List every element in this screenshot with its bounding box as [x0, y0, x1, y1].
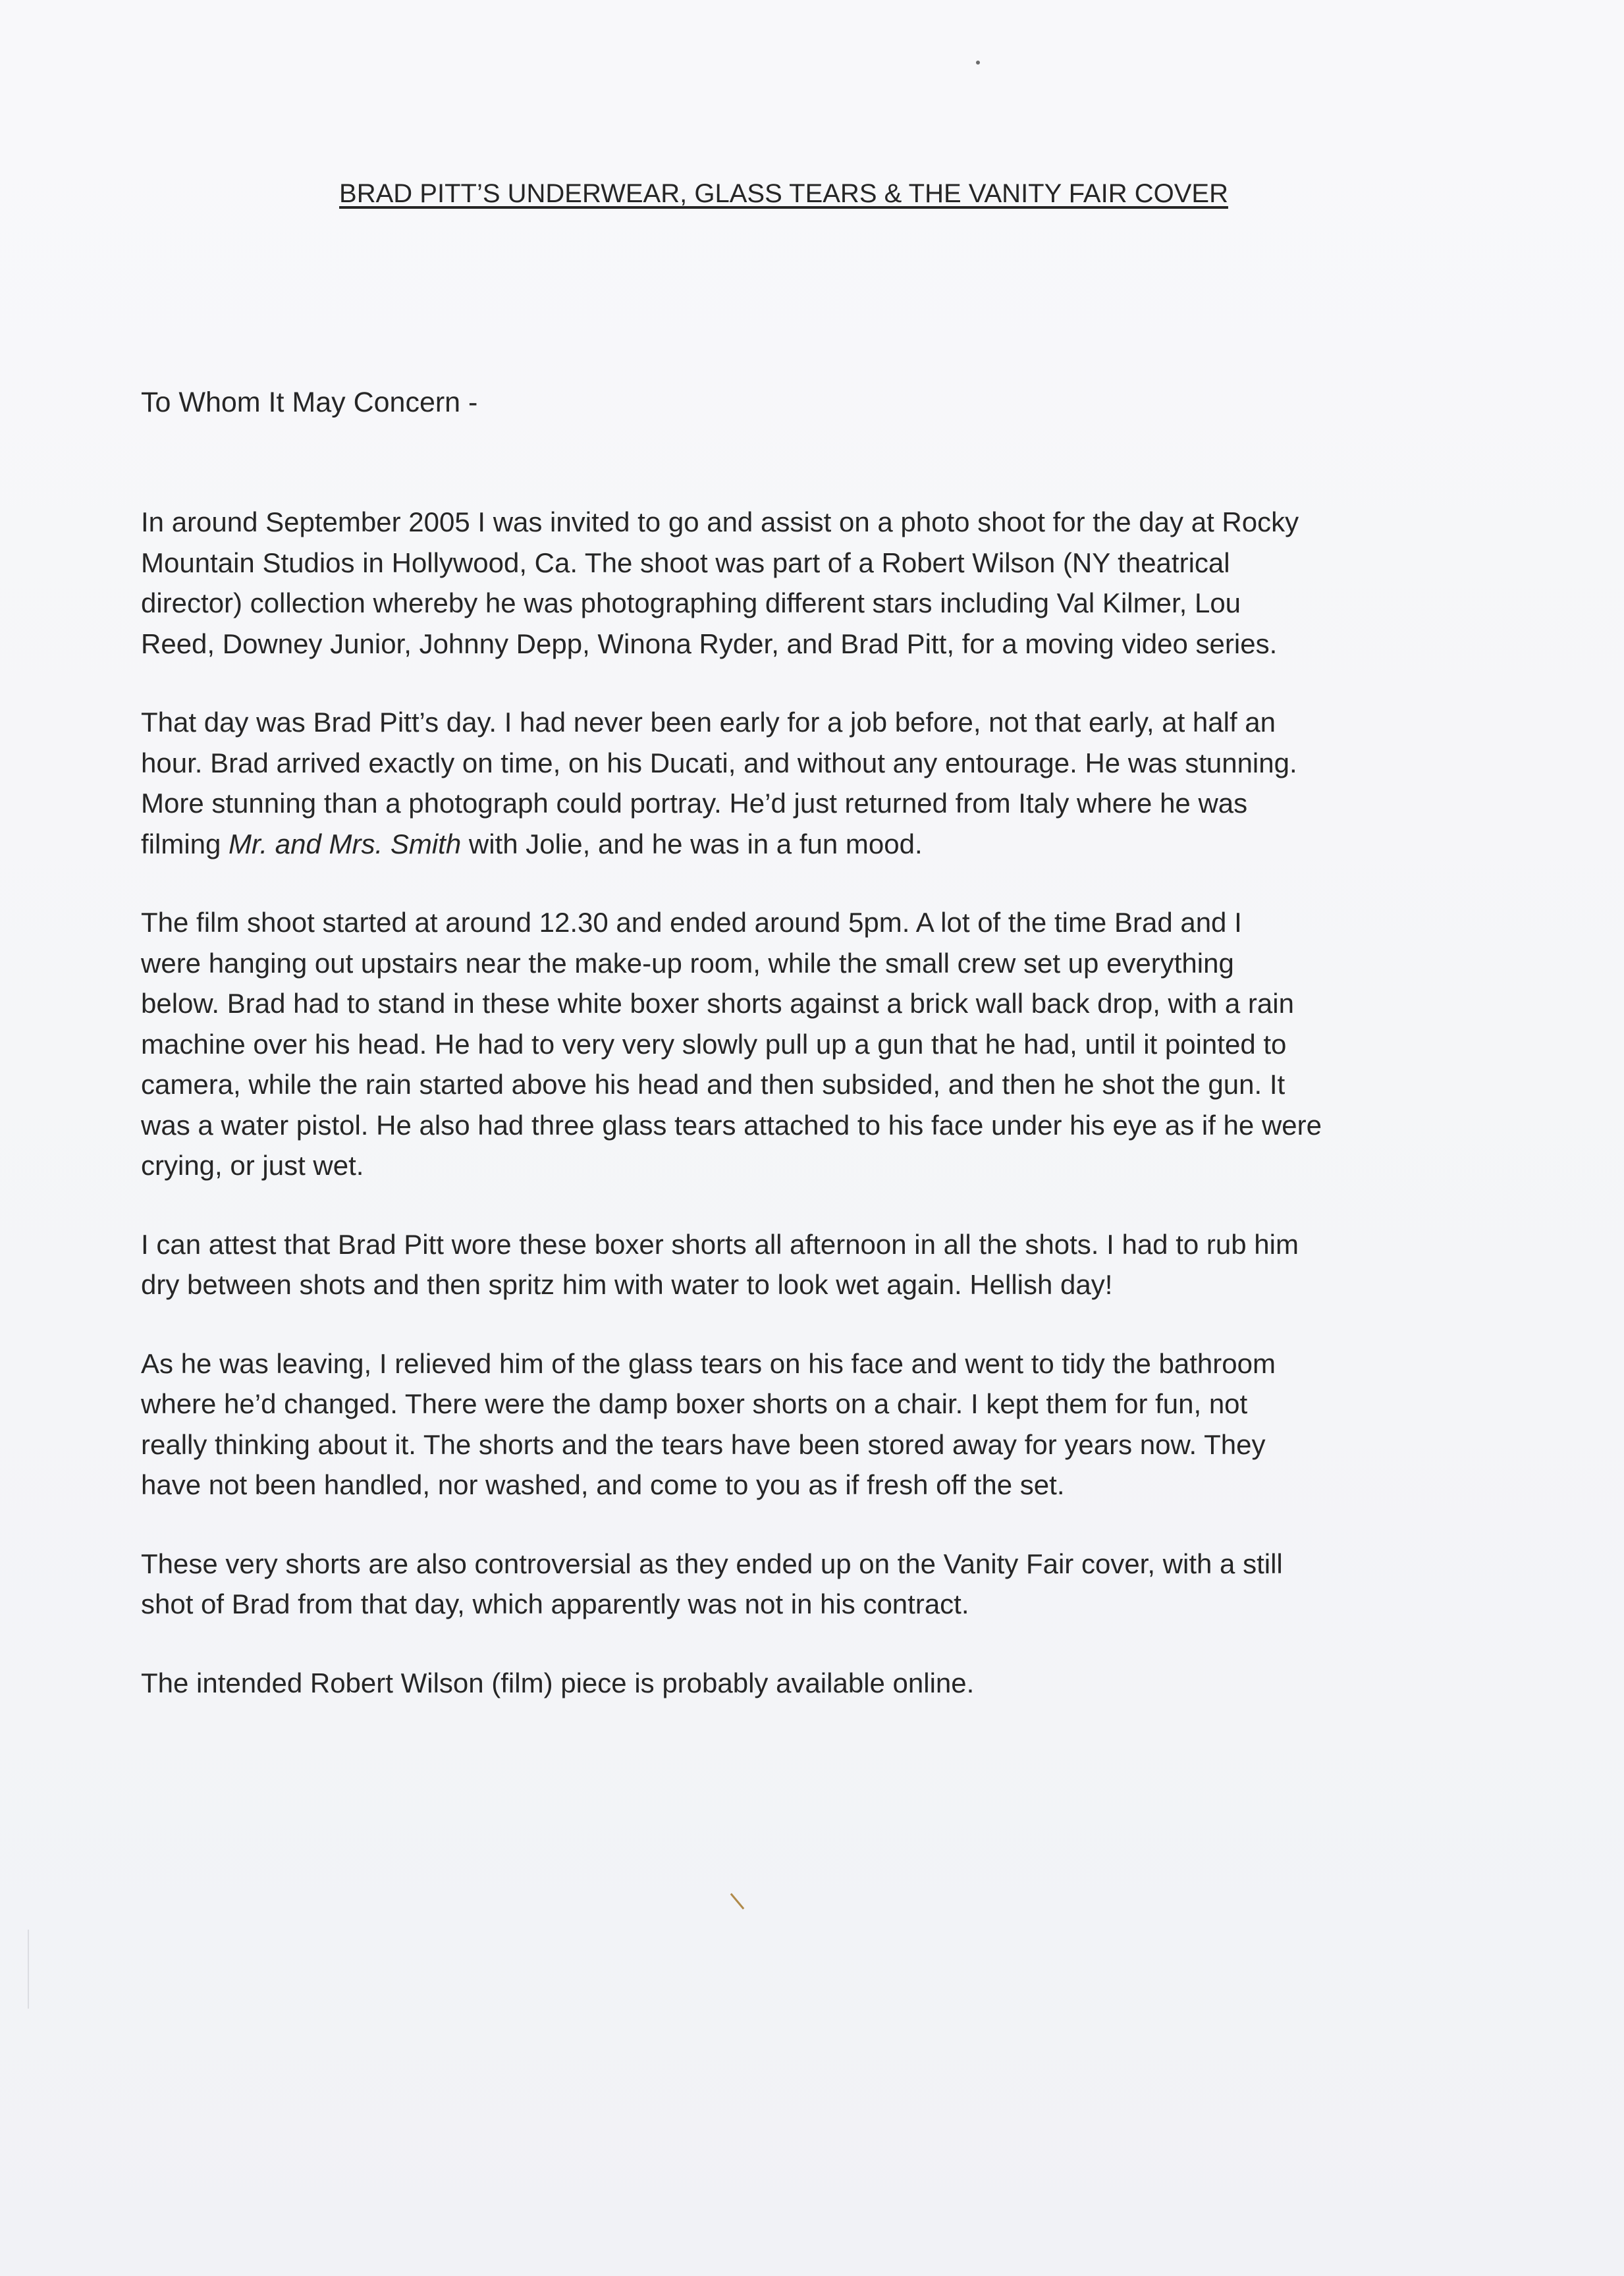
paragraph-3: The film shoot started at around 12.30 and ended around 5pm. A lot of the time Brad and I were hanging out upstairs near the make-up room, while the small crew set up everything below. Brad had to stand in these white boxer shorts against a brick wall back drop, with a rain machine over his head. He had to very very slowly pull up a gun that he had, until it pointed to camera, while the rain started above his head and then subsided, and then he shot the gun. It was a water pistol. He also had three glass tears attached to his face under his eye as if he were crying, or just wet.	[141, 907, 1322, 1181]
paragraph-7: The intended Robert Wilson (film) piece is probably available online.	[141, 1667, 975, 1698]
paragraph-1: In around September 2005 I was invited to go and assist on a photo shoot for the day at Rocky Mountain Studios in Hollywood, Ca. The shoot was part of a Robert Wilson (NY theatrical director) collection whereby he was photographing different stars including Val Kilmer, Lou Reed, Downey Junior, Johnny Depp, Winona Ryder, and Brad Pitt, for a moving video series.	[141, 506, 1299, 659]
letter-body	[141, 382, 1458, 1741]
document-title: BRAD PITT’S UNDERWEAR, GLASS TEARS & THE VANITY FAIR COVER	[339, 179, 1228, 208]
paragraph-2-text: That day was Brad Pitt’s day. I had never been early for a job before, not that early, at half an hour. Brad arrived exactly on time, on his Ducati, and without any entourage. He was stunning. More stunning than a photograph could portray. He’d just returned from Italy where he was	[141, 707, 1297, 819]
paragraph-5: As he was leaving, I relieved him of the glass tears on his face and went to tidy the bathroom where he’d changed. There were the damp boxer shorts on a chair. I kept them for fun, not really thinking about it. The shorts and the tears have been stored away for years now. They have not been handled, nor washed, and come to you as if fresh off the set.	[141, 1347, 1276, 1500]
paragraph-4: I can attest that Brad Pitt wore these boxer shorts all afternoon in all the shots. I had to rub him dry between shots and then spritz him with water to look wet again. Hellish day!	[141, 1228, 1299, 1300]
paragraph-2	[141, 702, 1458, 864]
film-title: Mr. and Mrs. Smith	[229, 828, 462, 859]
paragraph-2-suffix: with Jolie, and he was in a fun mood.	[461, 828, 923, 859]
paragraph-6: These very shorts are also controversial as they ended up on the Vanity Fair cover, with a still shot of Brad from that day, which apparently was not in his contract.	[141, 1548, 1283, 1619]
salutation: To Whom It May Concern -	[141, 387, 478, 418]
paper-crease	[28, 1930, 29, 2009]
paragraph-2-prefix: filming	[141, 828, 229, 859]
paper-mark	[730, 1893, 745, 1910]
paper-speck	[976, 61, 980, 65]
